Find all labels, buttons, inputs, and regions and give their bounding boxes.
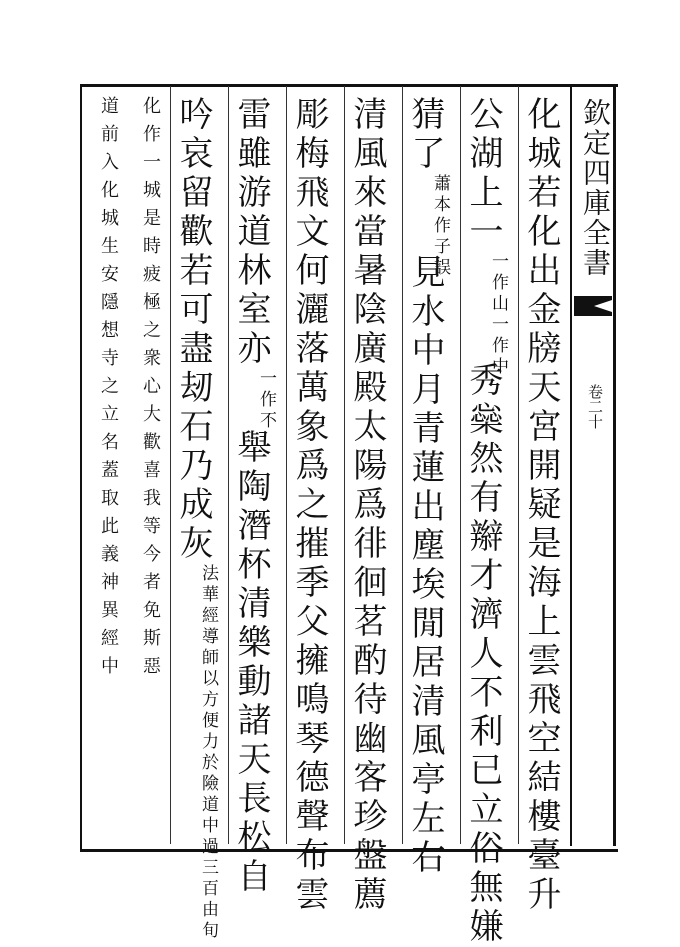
- text-column: [173, 96, 218, 942]
- text-column: [347, 96, 392, 915]
- main-text: 舉陶潛杯清樂動諸天長松自: [231, 429, 271, 897]
- annotation-note: 一作山一作中: [488, 252, 508, 378]
- text-column: [463, 96, 508, 947]
- main-text: 清風來當暑陰廣殿太陽爲徘徊茗酌待幽客珍盤薦: [347, 96, 387, 915]
- annotation-note: 蕭本作子誤: [430, 174, 450, 279]
- main-text: 公湖上一: [463, 96, 503, 252]
- annotation-note: 一作不: [256, 369, 276, 432]
- commentary-column: [94, 96, 120, 836]
- text-column: [231, 96, 276, 897]
- text-column: [405, 96, 450, 878]
- main-text: 秀橤然有辮才濟人不利已立俗無嫌: [463, 362, 503, 947]
- text-column: [289, 96, 334, 915]
- main-text: 化城若化出金牓天宮開疑是海上雲飛空結樓臺升: [521, 96, 561, 915]
- commentary-text: 化作一城是時疲極之衆心大歡喜我等今者免斯惡: [140, 96, 161, 684]
- main-text: 雷雖游道林室亦: [231, 96, 271, 369]
- volume-label: 卷二十: [586, 384, 604, 429]
- text-column: [521, 96, 566, 915]
- book-title: 欽定四庫全書: [579, 98, 612, 278]
- main-text: 彫梅飛文何灑落萬象爲之摧季父擁鳴琴德聲布雲: [289, 96, 329, 915]
- commentary-text: 道前入化城生安隱想寺之立名蓋取此義神異經中: [98, 96, 119, 684]
- fishtail-mark-icon: [574, 296, 612, 316]
- main-text: 猜了: [405, 96, 445, 174]
- margin-strip: [570, 84, 616, 846]
- main-text: 見水中月青蓮出塵埃閒居清風亭左右: [405, 254, 445, 878]
- annotation-note: 法華經導師以方便力於險道中過三百由旬: [198, 564, 218, 942]
- main-text: 吟哀留歡若可盡刼石乃成灰: [173, 96, 213, 564]
- commentary-column: [136, 96, 162, 836]
